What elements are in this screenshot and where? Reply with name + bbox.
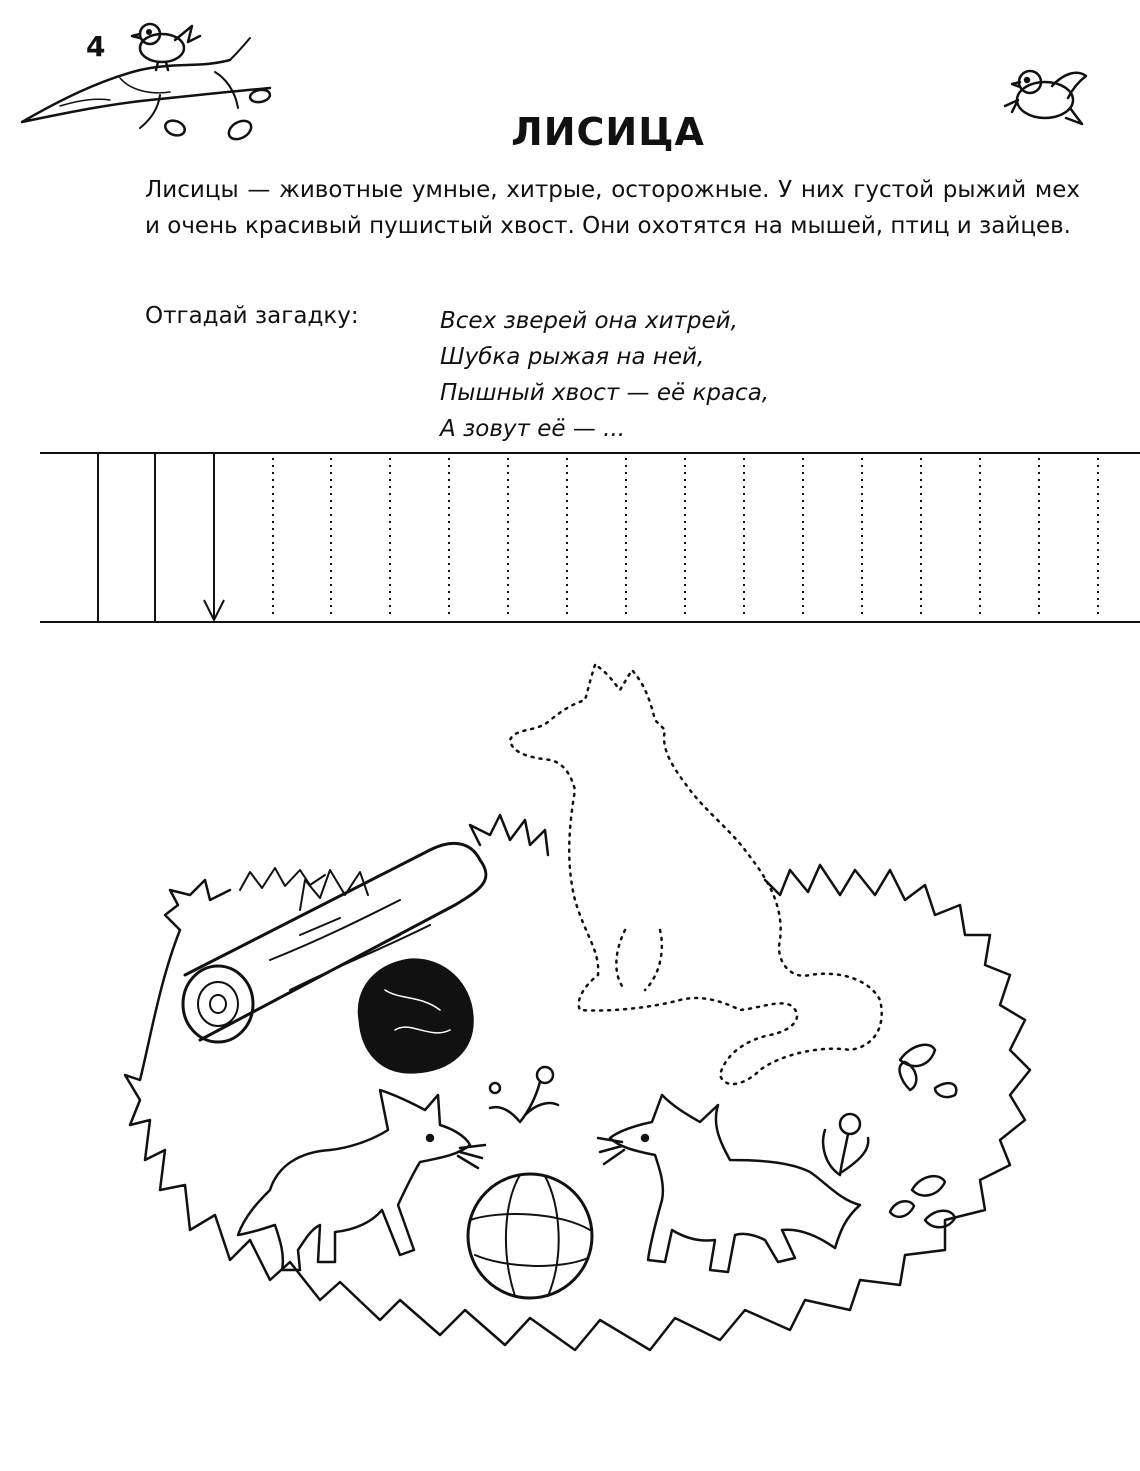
fox-scene-illustration [125, 665, 1030, 1350]
riddle-line: А зовут её — ... [440, 416, 626, 442]
bird-on-branch-illustration [22, 24, 271, 143]
riddle-label: Отгадай загадку: [145, 303, 359, 329]
grass-meadow [125, 815, 1030, 1350]
riddle-line: Всех зверей она хитрей, [440, 308, 738, 334]
riddle-line: Пышный хвост — её краса, [440, 380, 770, 406]
page-number: 4 [86, 30, 106, 63]
ball [468, 1174, 592, 1298]
fox-cub-left [238, 1090, 485, 1270]
tracing-lines [40, 453, 1140, 622]
flowers [490, 1045, 956, 1227]
riddle-line: Шубка рыжая на ней, [440, 344, 705, 370]
burrow [359, 960, 472, 1072]
page-title: ЛИСИЦА [511, 110, 705, 154]
intro-paragraph: Лисицы — животные умные, хитрые, осторожные. У них густой рыжий мех и очень красивый пушистый хвост. Они охотятся на мышей, птиц и зайцев. [145, 177, 1080, 239]
flying-bird-illustration [1005, 71, 1086, 124]
fox-cub-right [598, 1095, 860, 1272]
